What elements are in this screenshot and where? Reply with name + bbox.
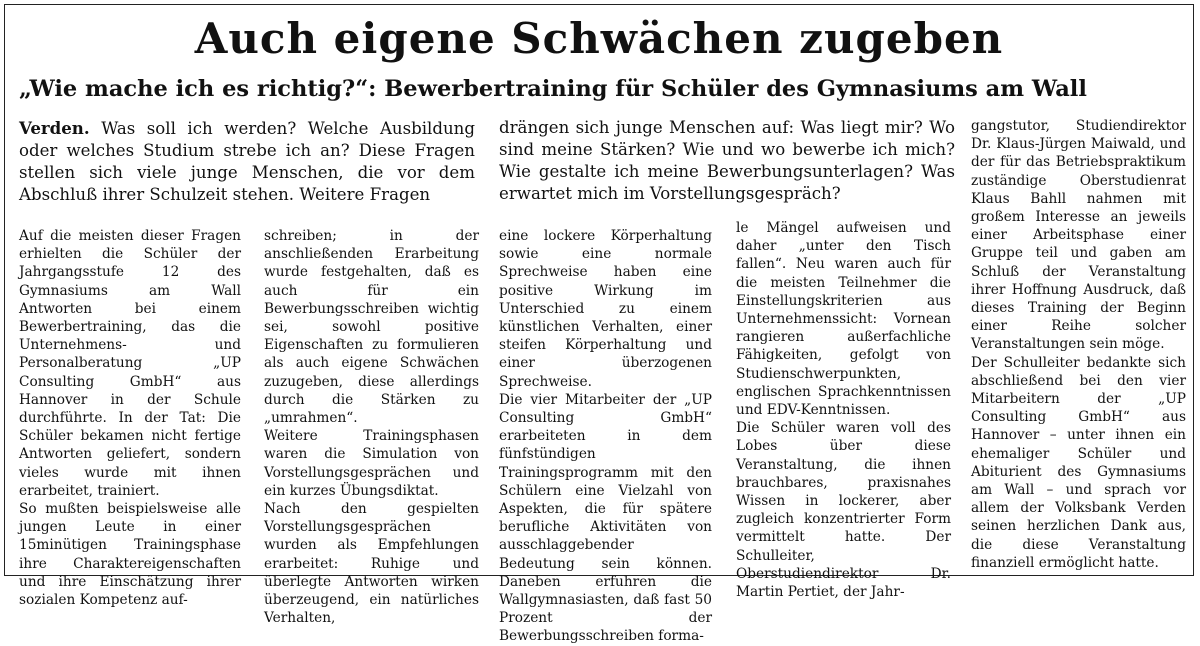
paragraph: Die Schüler waren voll des Lobes über diese Veranstaltung, die ihnen brauchbares, praxisnahes Wissen in lockerer, aber zugleich konzentrierter Form vermittelt hatte. Der Schulleiter, Oberstudiendirektor Dr. Martin Pertiet, der Jahr- [736, 420, 951, 601]
paragraph: Nach den gespielten Vorstellungsgesprächen wurden als Empfehlungen erarbeitet: Ruhige und überlegte Antworten wirken überzeugend, ein natürliches Verhalten, [264, 501, 479, 627]
paragraph: le Mängel aufweisen und daher „unter den Tisch fallen“. Neu waren auch für die meisten Teilnehmer die Einstellungskriterien aus Unternehmenssicht: Vornean rangieren außerfachliche Fähigkeiten, gefolgt von Studienschwerpunkten, englischen Sprachkenntnissen und EDV-Kenntnissen. [736, 220, 951, 419]
paragraph: Die vier Mitarbeiter der „UP Consulting GmbH“ erarbeiteten in dem fünfstündigen Trainingsprogramm mit den Schülern eine Vielzahl von Aspekten, die für spätere berufliche Aktivitäten von ausschlaggebender Bedeutung sein können. Daneben erfuhren die Wallgymnasiasten, daß fast 50 Prozent der Bewerbungsschreiben forma- [499, 391, 712, 645]
paragraph: schreiben; in der anschließenden Erarbeitung wurde festgehalten, daß es auch für ein Bewerbungsschreiben wichtig sei, sowohl positive Eigenschaften zu formulieren als auch eigene Schwächen zuzugeben, diese allerdings durch die Stärken zu „umrahmen“. [264, 228, 479, 427]
body-column-3 [499, 227, 712, 646]
paragraph: Weitere Trainingsphasen waren die Simulation von Vorstellungsgesprächen und ein kurzes Übungsdiktat. [264, 428, 479, 499]
body-column-2 [264, 227, 479, 627]
paragraph: eine lockere Körperhaltung sowie eine normale Sprechweise haben eine positive Wirkung im Unterschied zu einem künstlichen Verhalten, einer steifen Körperhaltung und einer überzogenen Sprechweise. [499, 228, 712, 390]
paragraph: gangstutor, Studiendirektor Dr. Klaus-Jürgen Maiwald, und der für das Betriebspraktikum zuständige Oberstudienrat Klaus Bahll nahmen mit großem Interesse an jeweils einer Arbeitsphase einer Gruppe teil und gaben am Schluß der Veranstaltung ihrer Hoffnung Ausdruck, daß dieses Training der Beginn einer Reihe solcher Veranstaltungen sein möge. [971, 118, 1186, 353]
article-lead-column-2 [499, 117, 955, 205]
paragraph: Der Schulleiter bedankte sich abschließend bei den vier Mitarbeitern der „UP Consulting GmbH“ aus Hannover – unter ihnen ein ehemaliger Schüler und Abiturient des Gymnasiums am Wall – und sprach vor allem der Volksbank Verden seinen herzlichen Dank aus, die diese Veranstaltung finanziell ermöglicht hatte. [971, 354, 1186, 571]
body-column-5 [971, 117, 1186, 572]
lead-text-part-2: drängen sich junge Menschen auf: Was liegt mir? Wo sind meine Stärken? Wie und wo bewerbe ich mich? Wie gestalte ich meine Bewerbungsunterlagen? Was erwartet mich im Vorstellungsgespräch? [499, 118, 955, 203]
paragraph: Auf die meisten dieser Fragen erhielten die Schüler der Jahrgangsstufe 12 des Gymnasiums am Wall Antworten bei einem Bewerbertraining, das die Unternehmens- und Personalberatung „UP Consulting GmbH“ aus Hannover in der Schule durchführte. In der Tat: Die Schüler bekamen nicht fertige Antworten geliefert, sondern vieles wurde mit ihnen erarbeitet, trainiert. [19, 228, 241, 499]
dateline: Verden. [19, 118, 90, 138]
body-column-4 [736, 219, 951, 601]
paragraph: So mußten beispielsweise alle jungen Leute in einer 15minütigen Trainingsphase ihre Charaktereigenschaften und ihre Einschätzung ihrer sozialen Kompetenz auf- [19, 501, 241, 609]
body-column-1 [19, 227, 241, 609]
article-subheadline: „Wie mache ich es richtig?“: Bewerbertraining für Schüler des Gymnasiums am Wall [19, 76, 1087, 102]
lead-text-part-1: Was soll ich werden? Welche Ausbildung oder welches Studium strebe ich an? Diese Fragen stellen sich viele junge Menschen, die vor dem Abschluß ihrer Schulzeit stehen. Weitere Fragen [19, 119, 475, 204]
article-lead-column-1 [19, 117, 475, 206]
article-headline: Auch eigene Schwächen zugeben [194, 14, 1004, 63]
newspaper-clipping [4, 4, 1194, 645]
